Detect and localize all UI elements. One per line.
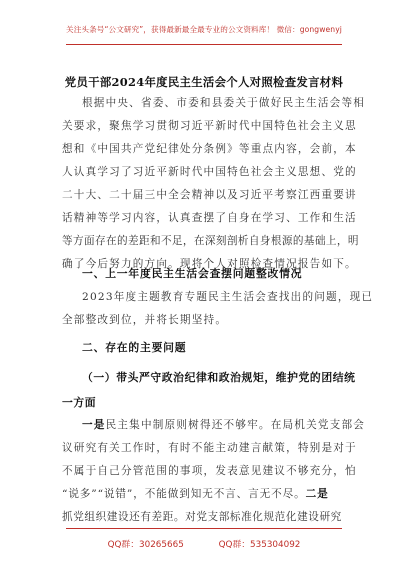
text-line: 不属于自己分管范围的事项，发表意见建议不够充分，怕 (62, 465, 357, 477)
heading-line: （一）带头严守政治纪律和政治规矩，维护党的团结统 (82, 371, 356, 384)
heading-line: 一方面 (62, 396, 97, 409)
problem-paragraph (62, 414, 366, 529)
text-line: 关要求，聚焦学习贯彻习近平新时代中国特色社会主义思 (62, 120, 357, 132)
text-line: 话精神等学习内容，认真查摆了自身在学习、工作和生活 (62, 212, 357, 224)
text-fragment: 民主集中制原则树得还不够牢。在局机关党支部会 (105, 419, 366, 431)
footer-qq-group-1: QQ群：30265665 (107, 540, 184, 550)
text-line (62, 483, 350, 506)
section-heading-2: 二、存在的主要问题 (82, 341, 187, 354)
header-banner: 关注头条号“公文研究”，获得最新最全最专业的公文资料库！ 微信：gongwenyj (66, 25, 342, 34)
intro-paragraph (62, 92, 366, 276)
footer-divider (66, 528, 342, 529)
text-line: 抓党组织建设还有差距。对党支部标准化规范化建设研究 (62, 511, 342, 523)
subsection-heading-1 (62, 365, 370, 415)
section-heading-1: 一、上一年度民主生活会查摆问题整改情况 (82, 267, 303, 280)
lead-marker: 一是 (82, 419, 106, 431)
footer (0, 537, 408, 550)
text-line: 根据中央、省委、市委和县委关于做好民主生活会等相 (82, 97, 366, 109)
footer-qq-group-2: QQ群：535304092 (218, 540, 301, 550)
text-line: 二十大、二十届三中全会精神以及习近平考察江西重要讲 (62, 189, 357, 201)
text-line (62, 414, 366, 437)
text-line: 等方面存在的差距和不足，在深刻剖析自身根源的基础上，明 (62, 235, 359, 247)
text-fragment: “说多”“说错”，不能做到知无不言、言无不尽。 (62, 488, 306, 500)
text-line: 人认真学习了习近平新时代中国特色社会主义思想、党的 (62, 166, 357, 178)
text-line: 想和《中国共产党纪律处分条例》等重点内容，会前，本 (62, 143, 357, 155)
text-line: 全部整改到位，并将长期坚持。 (62, 314, 228, 326)
section1-paragraph (62, 286, 374, 332)
text-line: 确了今后努力的方向。现将个人对照检查情况报告如下。 (62, 258, 357, 270)
document-title: 党员干部2024年度民主生活会个人对照检查发言材料 (64, 75, 344, 89)
text-line: 议研究有关工作时，有时不能主动建言献策，特别是对于 (62, 442, 357, 454)
text-line: 2023年度主题教育专题民主生活会查找出的问题，现已 (82, 291, 374, 303)
header-divider (66, 44, 342, 45)
lead-marker: 二是 (305, 488, 329, 500)
